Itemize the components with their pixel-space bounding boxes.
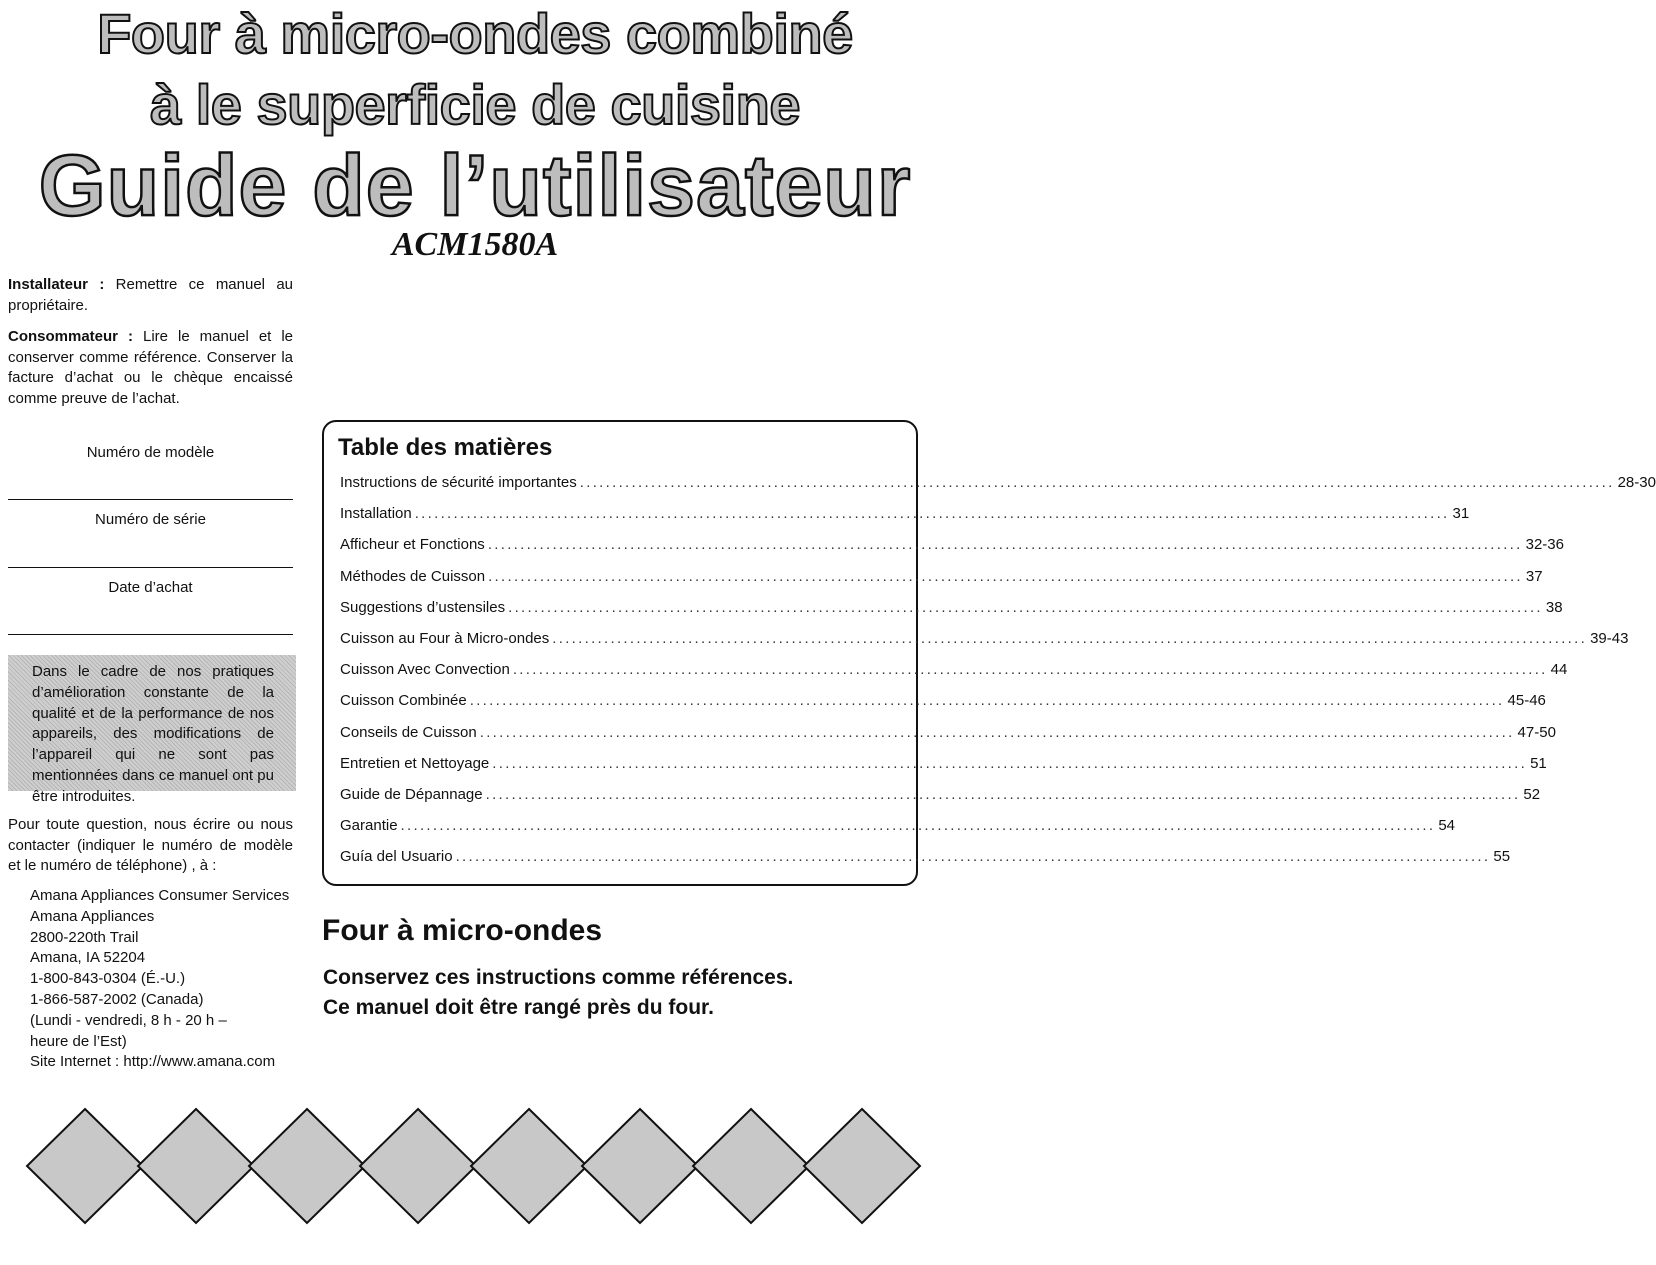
toc-entry-label: Cuisson Avec Convection [340,661,510,679]
toc-entry [340,474,1656,496]
contact-paragraph: Pour toute question, nous écrire ou nous contacter (indiquer le numéro de modèle et le numéro de téléphone) , à : [8,816,293,874]
table-of-contents [322,420,1656,886]
toc-entry [340,848,1511,870]
toc-entry-label: Installation [340,505,412,523]
title-line-2: à le superficie de cuisine [150,73,800,136]
toc-entry [340,536,1564,558]
toc-entry [340,692,1546,714]
toc-leader-dots: ................................................................................................................................................................ [492,754,1528,772]
consumer-paragraph [8,327,293,409]
title-line-1: Four à micro-ondes combiné [97,2,853,65]
diamond-shape [138,1109,254,1223]
contact-address [30,886,289,1073]
model-number-line [8,499,293,500]
installer-text: Remettre ce manuel au propriétaire. [8,276,294,314]
toc-entry-page: 51 [1530,754,1547,772]
installer-label: Installateur : [8,276,105,293]
toc-leader-dots: ................................................................................................................................................................ [512,661,1548,679]
address-line: Amana Appliances Consumer Services [30,887,290,904]
toc-entry-label: Méthodes de Cuisson [340,567,486,585]
toc-entry-label: Cuisson Combinée [340,692,467,710]
diamond-shape [582,1109,698,1223]
toc-entry-page: 37 [1525,567,1543,585]
toc-entry-label: Afficheur et Fonctions [340,536,485,554]
toc-leader-dots: ................................................................................................................................................................ [579,474,1615,491]
address-line: heure de l’Est) [30,1032,127,1050]
model-number-field-label: Numéro de modèle [86,444,215,461]
diamond-border-decoration [0,1105,950,1265]
toc-title: Table des matières [338,434,553,461]
section-heading: Four à micro-ondes [322,914,603,947]
save-instructions-line-2: Ce manuel doit être rangé près du four. [323,996,714,1019]
toc-entry-label: Cuisson au Four à Micro-ondes [340,630,550,647]
toc-entry [340,505,1470,527]
toc-entry-page: 38 [1545,598,1563,616]
toc-entry [340,754,1547,777]
toc-entry [340,630,1629,652]
toc-entry-page: 31 [1452,505,1470,523]
toc-entry [340,661,1568,683]
toc-entry-page: 52 [1523,786,1541,803]
toc-leader-dots: ................................................................................................................................................................ [479,723,1515,741]
toc-entry-label: Guide de Dépannage [340,786,483,803]
toc-entry-page: 28-30 [1617,474,1656,491]
toc-entry-page: 44 [1550,661,1568,679]
toc-leader-dots: ................................................................................................................................................................ [455,848,1491,866]
toc-entry-label: Garantie [340,817,398,835]
toc-entry-page: 39-43 [1590,630,1629,647]
serial-number-line [8,567,293,568]
consumer-label: Consommateur : [8,328,133,345]
address-line: 1-800-843-0304 (É.-U.) [30,970,186,988]
diamond-shape [804,1109,920,1223]
diamond-shape [693,1109,809,1223]
toc-leader-dots: ................................................................................................................................................................ [414,505,1450,523]
diamond-shape [27,1109,143,1223]
improvement-notice: Dans le cadre de nos pratiques d’amélioration constante de la qualité et de la performance de nos appareils, des modifications de l’appareil qui ne sont pas mentionnées dans ce manuel ont pu être introduites. [8,655,296,791]
toc-entry-label: Conseils de Cuisson [340,723,477,741]
toc-entry-label: Suggestions d’ustensiles [340,598,506,616]
diamond-shape [249,1109,365,1223]
toc-leader-dots: ................................................................................................................................................................ [552,630,1588,647]
toc-leader-dots: ................................................................................................................................................................ [508,598,1543,616]
address-line[interactable]: Site Internet : http://www.amana.com [30,1053,276,1071]
toc-leader-dots: ................................................................................................................................................................ [485,786,1521,803]
toc-entry-label: Entretien et Nettoyage [340,754,490,772]
toc-leader-dots: ................................................................................................................................................................ [487,536,1523,554]
toc-entry [340,786,1541,808]
installer-paragraph [8,275,293,316]
diamond-shape [360,1109,476,1223]
guide-title: Guide de l’utilisateur [38,138,912,234]
address-line: (Lundi - vendredi, 8 h - 20 h – [30,1011,227,1029]
toc-entry-page: 54 [1438,817,1456,835]
toc-leader-dots: ................................................................................................................................................................ [488,567,1523,585]
toc-entry [340,817,1456,839]
purchase-date-field-label: Date d’achat [108,579,193,596]
toc-entry-label: Instructions de sécurité importantes [340,474,577,491]
address-line: 1-866-587-2002 (Canada) [30,990,204,1008]
address-line: 2800-220th Trail [30,928,139,946]
toc-entry-page: 32-36 [1525,536,1564,554]
toc-entry-page: 45-46 [1507,692,1546,710]
toc-entry [340,723,1556,746]
diamond-shape [471,1109,587,1223]
toc-entry [340,598,1563,621]
model-number: ACM1580A [391,226,559,263]
toc-entry-page: 55 [1493,848,1511,866]
purchase-date-line [8,634,293,635]
toc-leader-dots: ................................................................................................................................................................ [400,817,1436,835]
consumer-text: Lire le manuel et le conserver comme référence. Conserver la facture d’achat ou le chèque encaissé comme preuve de l’achat. [8,328,293,407]
toc-entry-page: 47-50 [1517,723,1556,741]
toc-entry [340,567,1543,590]
toc-entry-label: Guía del Usuario [340,848,453,866]
save-instructions-line-1: Conservez ces instructions comme références. [323,966,794,989]
address-line: Amana Appliances [30,907,155,925]
toc-leader-dots: ................................................................................................................................................................ [469,692,1505,710]
address-line: Amana, IA 52204 [30,949,146,967]
serial-number-field-label: Numéro de série [95,511,206,528]
